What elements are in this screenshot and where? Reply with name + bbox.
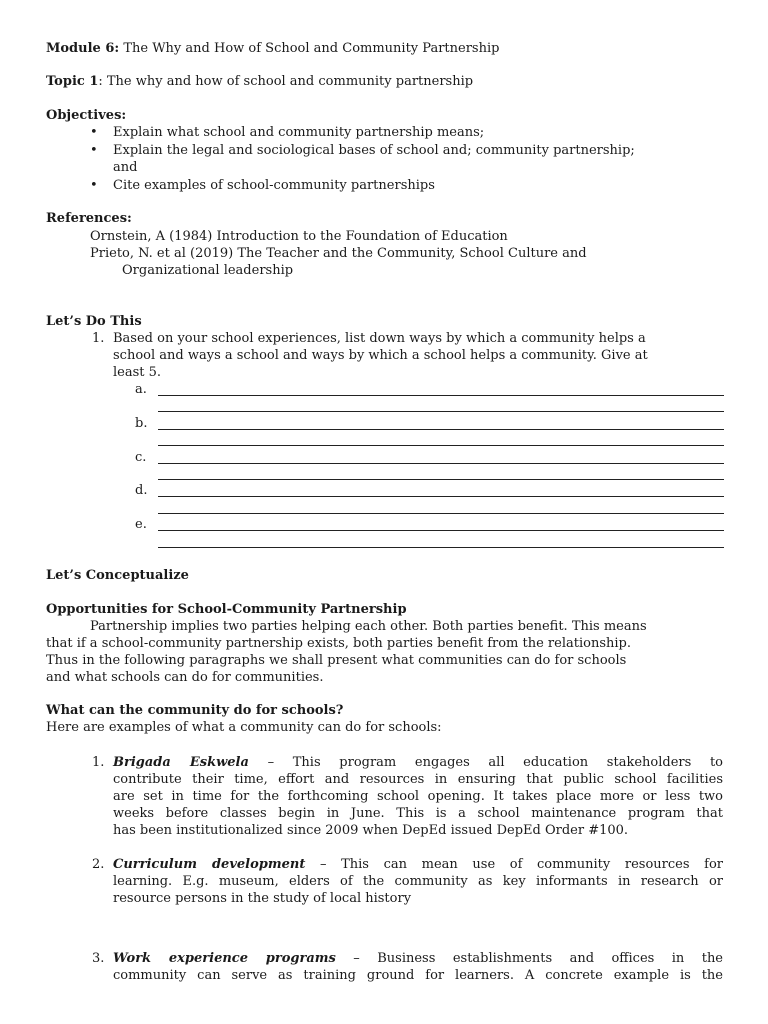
opportunities-paragraph-line: Partnership implies two parties helping each other. Both parties benefit. This means <box>90 619 647 634</box>
bullet-icon: • <box>90 178 98 193</box>
answer-line[interactable] <box>158 513 724 514</box>
list-item-text: – This can mean use of community resources for <box>305 857 723 872</box>
list-item-line: contribute their time, effort and resources in ensuring that public school facilities <box>113 772 723 787</box>
lets-conceptualize-heading: Let’s Conceptualize <box>46 568 189 583</box>
list-item-first-line <box>113 857 723 873</box>
module-title <box>46 41 499 57</box>
bullet-icon: • <box>90 143 98 158</box>
answer-line[interactable] <box>158 479 724 480</box>
list-item-line: are set in time for the forthcoming school opening. It takes place more or less two <box>113 789 723 804</box>
topic-title-text: : The why and how of school and community partnership <box>98 74 474 89</box>
community-intro: Here are examples of what a community can do for schools: <box>46 720 442 735</box>
answer-line[interactable] <box>158 411 724 412</box>
list-number: 2. <box>92 857 105 872</box>
references-heading: References: <box>46 211 132 226</box>
reference-item-continuation: Organizational leadership <box>122 263 294 278</box>
activity-instruction: least 5. <box>113 365 162 380</box>
list-number: 1. <box>92 755 105 770</box>
activity-number: 1. <box>92 331 105 346</box>
answer-letter: e. <box>135 517 147 532</box>
answer-line[interactable] <box>158 463 724 464</box>
list-item-line: resource persons in the study of local history <box>113 891 412 906</box>
bullet-icon: • <box>90 125 98 140</box>
topic-label: Topic 1 <box>46 74 99 89</box>
list-item-text: – This program engages all education stakeholders to <box>248 755 723 770</box>
answer-line[interactable] <box>158 445 724 446</box>
topic-title <box>46 74 473 90</box>
list-item-line: community can serve as training ground for learners. A concrete example is the <box>113 968 723 983</box>
reference-item: Prieto, N. et al (2019) The Teacher and the Community, School Culture and <box>90 246 587 261</box>
answer-line[interactable] <box>158 395 724 396</box>
answer-letter: a. <box>135 382 147 397</box>
list-item-text: – Business establishments and offices in the <box>335 951 724 966</box>
activity-instruction: Based on your school experiences, list down ways by which a community helps a <box>113 331 646 346</box>
opportunities-paragraph-line: and what schools can do for communities. <box>46 670 324 685</box>
list-item-term: Work experience programs <box>113 951 336 966</box>
answer-letter: b. <box>135 416 148 431</box>
activity-instruction: school and ways a school and ways by which a school helps a community. Give at <box>113 348 648 363</box>
list-item-line: has been institutionalized since 2009 when DepEd issued DepEd Order #100. <box>113 823 629 838</box>
objective-item-continuation: and <box>113 160 138 175</box>
list-item-line: learning. E.g. museum, elders of the community as key informants in research or <box>113 874 723 889</box>
list-item-term: Brigada Eskwela <box>113 755 249 770</box>
objective-item: Explain the legal and sociological bases of school and; community partnership; <box>113 143 635 158</box>
community-heading: What can the community do for schools? <box>46 703 344 718</box>
opportunities-heading: Opportunities for School-Community Partnership <box>46 602 407 617</box>
list-item-line: weeks before classes begin in June. This is a school maintenance program that <box>113 806 723 821</box>
objective-item: Explain what school and community partnership means; <box>113 125 485 140</box>
lets-do-this-heading: Let’s Do This <box>46 314 142 329</box>
objective-item: Cite examples of school-community partnerships <box>113 178 435 193</box>
list-item-first-line <box>113 755 723 771</box>
opportunities-paragraph-line: that if a school-community partnership exists, both parties benefit from the relationship. <box>46 636 631 651</box>
list-number: 3. <box>92 951 105 966</box>
answer-line[interactable] <box>158 429 724 430</box>
answer-line[interactable] <box>158 530 724 531</box>
answer-letter: d. <box>135 483 148 498</box>
list-item-first-line <box>113 951 723 967</box>
answer-line[interactable] <box>158 496 724 497</box>
opportunities-paragraph-line: Thus in the following paragraphs we shall present what communities can do for schools <box>46 653 627 668</box>
module-title-text: The Why and How of School and Community Partnership <box>119 41 500 56</box>
answer-letter: c. <box>135 450 147 465</box>
answer-line[interactable] <box>158 547 724 548</box>
reference-item: Ornstein, A (1984) Introduction to the Foundation of Education <box>90 229 508 244</box>
module-label: Module 6: <box>46 41 120 56</box>
list-item-term: Curriculum development <box>113 857 306 872</box>
objectives-heading: Objectives: <box>46 108 127 123</box>
